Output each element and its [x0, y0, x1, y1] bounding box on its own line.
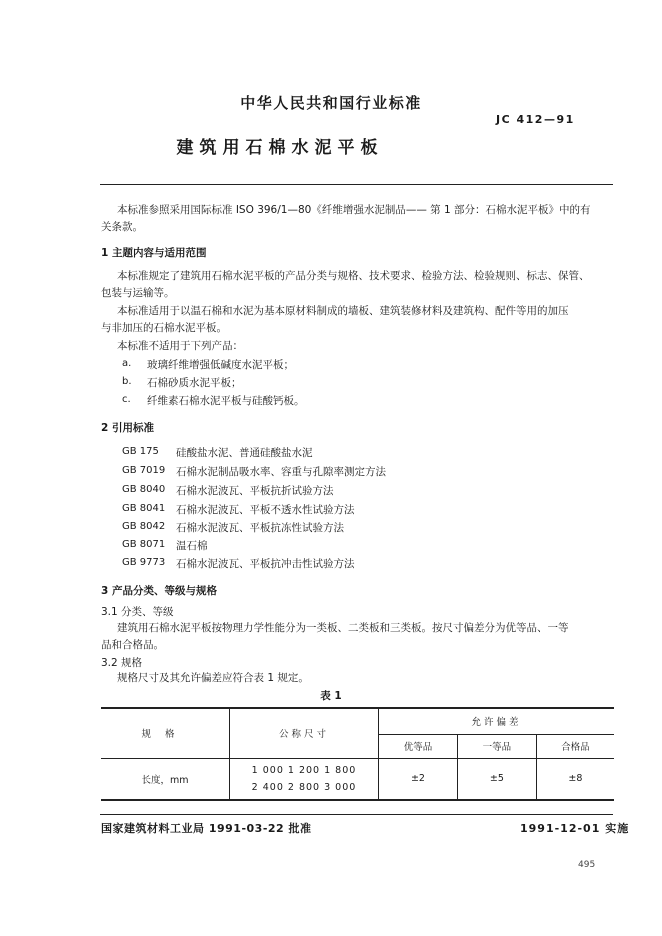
- exclusion-item-letter: c.: [122, 394, 131, 405]
- document-title: 建筑用石棉水泥平板: [176, 138, 384, 158]
- section-3-heading: 3 产品分类、等级与规格: [101, 585, 217, 597]
- reference-title: 石棉水泥波瓦、平板抗折试验方法: [176, 485, 334, 497]
- page-number: 495: [578, 860, 596, 870]
- header-spec: 规格: [101, 708, 230, 758]
- header-nominal-size: 公称尺寸: [230, 708, 379, 758]
- intro-line-2: 关条款。: [101, 221, 143, 233]
- exclusion-item-text: 石棉砂质水泥平板；: [147, 377, 242, 389]
- reference-code: GB 175: [122, 446, 159, 457]
- section-3-1-heading: 3.1 分类、等级: [101, 606, 174, 618]
- reference-title: 硅酸盐水泥、普通硅酸盐水泥: [176, 447, 313, 459]
- grade-header: 优等品: [379, 734, 458, 758]
- reference-code: GB 8042: [122, 521, 166, 532]
- specification-table: [101, 707, 614, 801]
- reference-title: 石棉水泥制品吸水率、容重与孔隙率测定方法: [176, 466, 386, 478]
- table-row: [101, 758, 614, 800]
- standard-category-title: 中华人民共和国行业标准: [240, 94, 422, 112]
- reference-title: 石棉水泥波瓦、平板抗冻性试验方法: [176, 522, 344, 534]
- reference-code: GB 7019: [122, 465, 166, 476]
- tolerance-value: ±8: [536, 758, 614, 800]
- table-header-row: [101, 708, 614, 734]
- tolerance-value: ±5: [457, 758, 536, 800]
- reference-code: GB 8040: [122, 484, 166, 495]
- footer-divider: [100, 814, 613, 815]
- table-caption: 表 1: [320, 690, 342, 702]
- exclusion-item-letter: b.: [122, 376, 132, 387]
- section-3-2-text: 规格尺寸及其允许偏差应符合表 1 规定。: [117, 672, 309, 684]
- grade-header: 一等品: [457, 734, 536, 758]
- header-tolerance: 允许偏差: [379, 708, 615, 734]
- reference-code: GB 9773: [122, 557, 166, 568]
- section-1-paragraph-1-line-2: 包装与运输等。: [101, 287, 175, 299]
- section-1-paragraph-1-line-1: 本标准规定了建筑用石棉水泥平板的产品分类与规格、技术要求、检验方法、检验规则、标志、保管、: [117, 270, 590, 282]
- section-1-paragraph-2-line-2: 与非加压的石棉水泥平板。: [101, 322, 227, 334]
- reference-title: 温石棉: [176, 540, 208, 552]
- sizes-line-2: 2 400 2 800 3 000: [251, 781, 357, 793]
- reference-code: GB 8041: [122, 503, 166, 514]
- exclusion-item-text: 玻璃纤维增强低碱度水泥平板；: [147, 359, 294, 371]
- grade-header: 合格品: [536, 734, 614, 758]
- header-divider: [100, 184, 613, 185]
- section-1-paragraph-3: 本标准不适用于下列产品：: [117, 340, 243, 352]
- reference-title: 石棉水泥波瓦、平板抗冲击性试验方法: [176, 558, 355, 570]
- section-3-2-heading: 3.2 规格: [101, 657, 143, 669]
- section-1-heading: 1 主题内容与适用范围: [101, 247, 207, 259]
- row-label: 长度，mm: [101, 758, 230, 800]
- section-1-paragraph-2-line-1: 本标准适用于以温石棉和水泥为基本原材料制成的墙板、建筑装修材料及建筑构、配件等用的加压: [117, 305, 569, 317]
- intro-line-1: 本标准参照采用国际标准 ISO 396/1—80《纤维增强水泥制品—— 第 1 部分：石棉水泥平板》中的有: [117, 204, 591, 216]
- exclusion-item-text: 纤维素石棉水泥平板与硅酸钙板。: [147, 395, 305, 407]
- standard-code: JC 412—91: [496, 113, 575, 126]
- reference-title: 石棉水泥波瓦、平板不透水性试验方法: [176, 504, 355, 516]
- nominal-sizes: [230, 758, 379, 800]
- effective-date: 1991-12-01 实施: [520, 822, 630, 835]
- section-3-1-line-2: 品和合格品。: [101, 639, 164, 651]
- sizes-line-1: 1 000 1 200 1 800: [251, 764, 357, 776]
- section-3-1-line-1: 建筑用石棉水泥平板按物理力学性能分为一类板、二类板和三类板。按尺寸偏差分为优等品、一等: [117, 622, 569, 634]
- tolerance-value: ±2: [379, 758, 458, 800]
- exclusion-item-letter: a.: [122, 358, 132, 369]
- section-2-heading: 2 引用标准: [101, 422, 154, 434]
- reference-code: GB 8071: [122, 539, 166, 550]
- approval-date: 国家建筑材料工业局 1991-03-22 批准: [101, 822, 312, 835]
